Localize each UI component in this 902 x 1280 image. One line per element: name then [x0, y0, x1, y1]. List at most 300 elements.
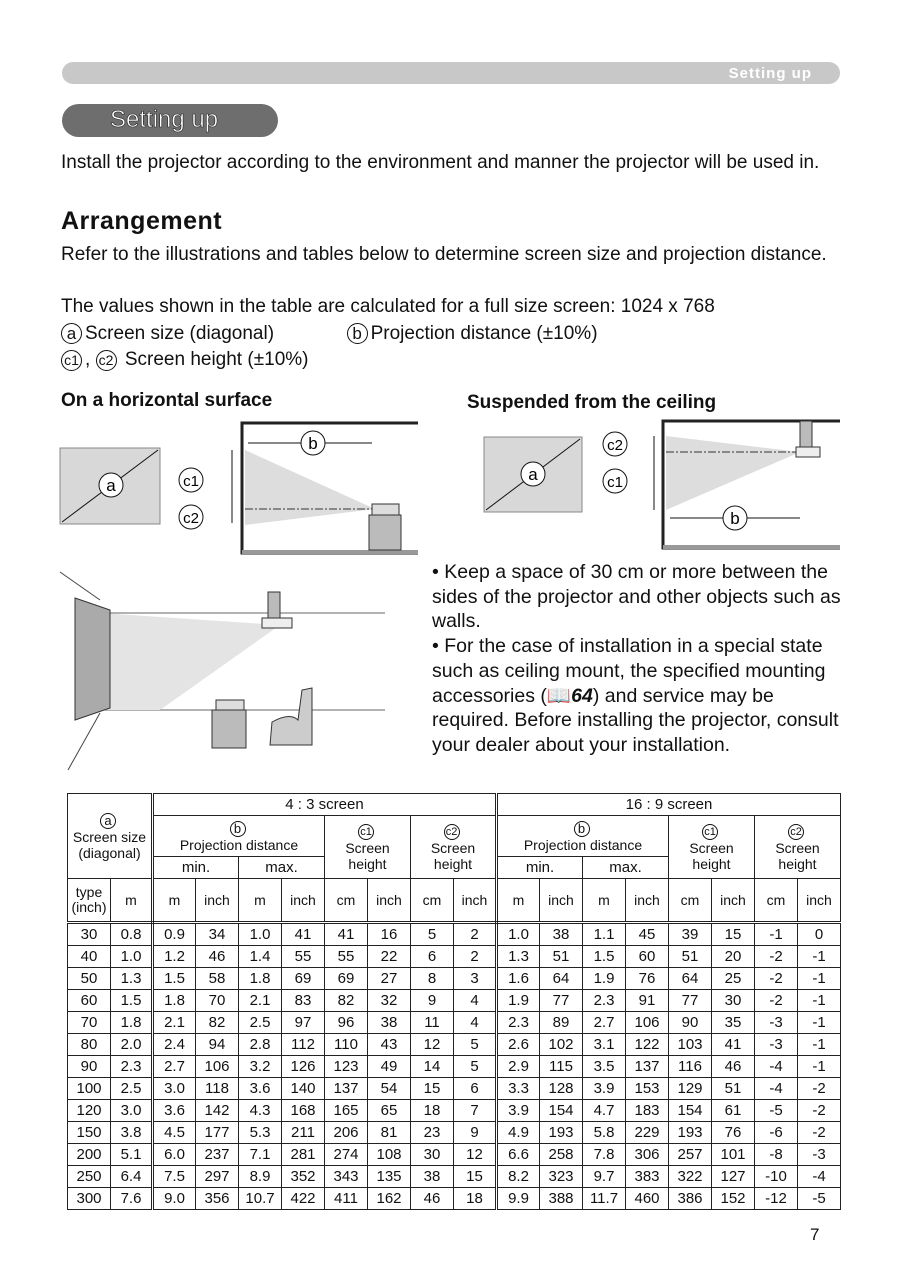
table-cell: 152	[712, 1188, 755, 1210]
screen-size-header	[68, 794, 153, 879]
table-cell: 6	[454, 1078, 497, 1100]
table-cell: 2.5	[111, 1078, 153, 1100]
table-cell: 112	[282, 1034, 325, 1056]
table-cell: 128	[540, 1078, 583, 1100]
table-cell: 422	[282, 1188, 325, 1210]
table-cell: 1.9	[583, 968, 626, 990]
table-cell: 3	[454, 968, 497, 990]
table-cell: 3.6	[153, 1100, 196, 1122]
table-cell: 55	[325, 946, 368, 968]
table-cell: 229	[626, 1122, 669, 1144]
c1-header-169	[669, 816, 755, 879]
table-cell: 96	[325, 1012, 368, 1034]
unit-header: inch	[368, 879, 411, 923]
table-cell: 64	[669, 968, 712, 990]
table-cell: 3.9	[583, 1078, 626, 1100]
table-cell: -1	[798, 1056, 841, 1078]
max-header: max.	[239, 857, 325, 879]
table-cell: -1	[798, 946, 841, 968]
table-cell: 106	[626, 1012, 669, 1034]
label-a-circle: a	[61, 323, 82, 344]
table-cell: -2	[798, 1100, 841, 1122]
table-cell: 4	[454, 1012, 497, 1034]
table-cell: -3	[755, 1034, 798, 1056]
projection-distance-table	[67, 793, 841, 1210]
table-cell: 137	[626, 1056, 669, 1078]
table-cell: 65	[368, 1100, 411, 1122]
table-cell: 8	[411, 968, 454, 990]
table-cell: 76	[712, 1122, 755, 1144]
table-cell: 297	[196, 1166, 239, 1188]
table-cell: 356	[196, 1188, 239, 1210]
table-cell: 116	[669, 1056, 712, 1078]
table-cell: 154	[540, 1100, 583, 1122]
table-cell: 9.0	[153, 1188, 196, 1210]
table-cell: 20	[712, 946, 755, 968]
table-cell: 46	[196, 946, 239, 968]
label-b: b	[308, 434, 318, 453]
min-header: min.	[153, 857, 239, 879]
table-cell: 70	[196, 990, 239, 1012]
table-cell: 40	[68, 946, 111, 968]
label-c1-ceiling: c1	[607, 474, 623, 491]
label-c2: c2	[183, 510, 199, 527]
table-cell: -5	[798, 1188, 841, 1210]
horizontal-diagram	[60, 423, 418, 554]
legend-a-text: Screen size (diagonal)	[85, 323, 275, 344]
table-cell: 97	[282, 1012, 325, 1034]
table-cell: 5.1	[111, 1144, 153, 1166]
table-cell: 30	[411, 1144, 454, 1166]
table-cell: 3.6	[239, 1078, 282, 1100]
table-cell: 39	[669, 923, 712, 946]
table-cell: 8.2	[497, 1166, 540, 1188]
legend-c-text: Screen height (±10%)	[124, 349, 309, 370]
table-cell: 150	[68, 1122, 111, 1144]
note-spacing: • Keep a space of 30 cm or more between the sides of the projector and other objects such as walls.	[432, 561, 841, 633]
table-cell: 7.5	[153, 1166, 196, 1188]
table-cell: 43	[368, 1034, 411, 1056]
table-cell: 7.8	[583, 1144, 626, 1166]
proj-label: Projection distance	[523, 836, 643, 853]
table-cell: 2.3	[111, 1056, 153, 1078]
table-cell: 6.4	[111, 1166, 153, 1188]
table-cell: 7	[454, 1100, 497, 1122]
table-cell: 118	[196, 1078, 239, 1100]
table-cell: 46	[712, 1056, 755, 1078]
table-cell: 257	[669, 1144, 712, 1166]
table-cell: -3	[755, 1012, 798, 1034]
table-cell: 3.0	[153, 1078, 196, 1100]
table-cell: 200	[68, 1144, 111, 1166]
table-cell: 154	[669, 1100, 712, 1122]
table-row	[68, 1188, 841, 1210]
table-cell: 0	[798, 923, 841, 946]
table-cell: 77	[540, 990, 583, 1012]
table-cell: 30	[68, 923, 111, 946]
table-cell: 352	[282, 1166, 325, 1188]
room-perspective-illustration	[60, 572, 385, 770]
unit-header: inch	[454, 879, 497, 923]
table-cell: -2	[755, 968, 798, 990]
ceiling-title: Suspended from the ceiling	[467, 392, 717, 413]
book-icon: 📖	[546, 684, 572, 707]
table-cell: 103	[669, 1034, 712, 1056]
table-cell: 90	[669, 1012, 712, 1034]
notes	[432, 560, 842, 758]
table-cell: 300	[68, 1188, 111, 1210]
horizontal-surface-title: On a horizontal surface	[61, 390, 273, 411]
table-cell: 4.3	[239, 1100, 282, 1122]
table-cell: 41	[282, 923, 325, 946]
table-row	[68, 1056, 841, 1078]
unit-header: inch	[196, 879, 239, 923]
table-cell: -1	[755, 923, 798, 946]
unit-header: m	[583, 879, 626, 923]
table-cell: 9	[454, 1122, 497, 1144]
table-cell: 82	[196, 1012, 239, 1034]
table-cell: 306	[626, 1144, 669, 1166]
table-cell: 12	[411, 1034, 454, 1056]
table-cell: 61	[712, 1100, 755, 1122]
page-reference-link[interactable]: 64	[571, 684, 593, 707]
table-cell: 129	[669, 1078, 712, 1100]
ratio-43-header: 4 : 3 screen	[153, 794, 497, 816]
table-cell: 1.9	[497, 990, 540, 1012]
table-cell: 80	[68, 1034, 111, 1056]
table-row	[68, 1078, 841, 1100]
legend-sep: ,	[85, 349, 91, 370]
table-row	[68, 946, 841, 968]
table-cell: 70	[68, 1012, 111, 1034]
table-cell: 1.5	[153, 968, 196, 990]
table-cell: 237	[196, 1144, 239, 1166]
units-row	[68, 879, 841, 923]
table-cell: -2	[798, 1078, 841, 1100]
table-cell: 1.2	[153, 946, 196, 968]
table-cell: 6.0	[153, 1144, 196, 1166]
table-cell: 3.9	[497, 1100, 540, 1122]
unit-header: inch	[712, 879, 755, 923]
table-cell: 183	[626, 1100, 669, 1122]
table-cell: 18	[411, 1100, 454, 1122]
table-cell: 1.8	[111, 1012, 153, 1034]
table-cell: 1.3	[497, 946, 540, 968]
screen-height-label: Screen height	[775, 840, 820, 872]
table-cell: 120	[68, 1100, 111, 1122]
arrangement-para2: The values shown in the table are calculated for a full size screen: 1024 x 768	[61, 296, 715, 317]
table-cell: 386	[669, 1188, 712, 1210]
table-cell: 58	[196, 968, 239, 990]
table-cell: 50	[68, 968, 111, 990]
legend-b-text: Projection distance (±10%)	[370, 323, 598, 344]
table-cell: 25	[712, 968, 755, 990]
table-cell: 3.5	[583, 1056, 626, 1078]
label-c1: c1	[183, 473, 199, 490]
table-cell: 2.3	[497, 1012, 540, 1034]
table-cell: 177	[196, 1122, 239, 1144]
table-cell: 38	[368, 1012, 411, 1034]
table-cell: 460	[626, 1188, 669, 1210]
unit-header: cm	[411, 879, 454, 923]
table-cell: 168	[282, 1100, 325, 1122]
table-cell: 101	[712, 1144, 755, 1166]
table-cell: 211	[282, 1122, 325, 1144]
table-cell: 9	[411, 990, 454, 1012]
table-cell: 2	[454, 946, 497, 968]
table-cell: 32	[368, 990, 411, 1012]
table-cell: 193	[540, 1122, 583, 1144]
table-cell: 3.8	[111, 1122, 153, 1144]
min-header: min.	[497, 857, 583, 879]
table-cell: 15	[411, 1078, 454, 1100]
table-cell: 60	[626, 946, 669, 968]
table-cell: -5	[755, 1100, 798, 1122]
table-row	[68, 1034, 841, 1056]
section-header-label: Setting up	[728, 65, 812, 82]
table-cell: -4	[798, 1166, 841, 1188]
table-cell: 9.7	[583, 1166, 626, 1188]
table-cell: 127	[712, 1166, 755, 1188]
table-cell: 60	[68, 990, 111, 1012]
table-cell: 2.1	[153, 1012, 196, 1034]
table-cell: 115	[540, 1056, 583, 1078]
table-cell: 1.6	[497, 968, 540, 990]
table-row	[68, 1144, 841, 1166]
table-cell: 23	[411, 1122, 454, 1144]
table-cell: 14	[411, 1056, 454, 1078]
table-cell: 3.3	[497, 1078, 540, 1100]
table-cell: 1.0	[239, 923, 282, 946]
table-cell: 3.1	[583, 1034, 626, 1056]
table-cell: 51	[540, 946, 583, 968]
table-cell: 1.1	[583, 923, 626, 946]
table-cell: 64	[540, 968, 583, 990]
table-cell: 0.9	[153, 923, 196, 946]
table-cell: 30	[712, 990, 755, 1012]
table-cell: 193	[669, 1122, 712, 1144]
unit-header: m	[153, 879, 196, 923]
table-cell: 94	[196, 1034, 239, 1056]
table-cell: 45	[626, 923, 669, 946]
table-row	[68, 1166, 841, 1188]
screen-size-label: Screen size (diagonal)	[72, 828, 147, 861]
table-cell: -2	[798, 1122, 841, 1144]
table-cell: 106	[196, 1056, 239, 1078]
table-cell: -3	[798, 1144, 841, 1166]
table-cell: 69	[282, 968, 325, 990]
table-cell: 90	[68, 1056, 111, 1078]
label-c2-circle: c2	[788, 824, 804, 840]
page-number: 7	[810, 1225, 820, 1244]
table-cell: 1.0	[111, 946, 153, 968]
c1-header-43	[325, 816, 411, 879]
table-cell: 10.7	[239, 1188, 282, 1210]
unit-header: type (inch)	[68, 879, 111, 923]
table-cell: 1.5	[583, 946, 626, 968]
table-cell: 2.5	[239, 1012, 282, 1034]
table-cell: 123	[325, 1056, 368, 1078]
table-cell: 2.3	[583, 990, 626, 1012]
label-c1-circle: c1	[61, 350, 82, 371]
table-cell: 7.1	[239, 1144, 282, 1166]
table-cell: 18	[454, 1188, 497, 1210]
ceiling-diagram	[484, 421, 840, 549]
table-cell: 51	[712, 1078, 755, 1100]
table-cell: 343	[325, 1166, 368, 1188]
table-cell: -8	[755, 1144, 798, 1166]
label-c1-circle: c1	[358, 824, 374, 840]
table-cell: 274	[325, 1144, 368, 1166]
table-cell: 250	[68, 1166, 111, 1188]
intro-text: Install the projector according to the environment and manner the projector will be used in.	[61, 152, 820, 173]
table-cell: 281	[282, 1144, 325, 1166]
table-cell: 162	[368, 1188, 411, 1210]
note-text-post: ) and service may be required. Before installing the projector, consult your dealer about your installation.	[432, 684, 839, 756]
unit-header: m	[497, 879, 540, 923]
table-cell: -12	[755, 1188, 798, 1210]
table-cell: 4.5	[153, 1122, 196, 1144]
table-cell: -1	[798, 1034, 841, 1056]
max-header: max.	[583, 857, 669, 879]
table-cell: 135	[368, 1166, 411, 1188]
table-cell: 2.4	[153, 1034, 196, 1056]
unit-header: inch	[798, 879, 841, 923]
label-c2-circle: c2	[96, 350, 117, 371]
table-cell: 388	[540, 1188, 583, 1210]
table-cell: 54	[368, 1078, 411, 1100]
table-cell: 1.0	[497, 923, 540, 946]
table-cell: 4.9	[497, 1122, 540, 1144]
note-ceiling-mount	[432, 634, 842, 758]
table-cell: 12	[454, 1144, 497, 1166]
table-cell: 2.7	[583, 1012, 626, 1034]
table-cell: 15	[454, 1166, 497, 1188]
table-cell: 38	[411, 1166, 454, 1188]
table-cell: 11.7	[583, 1188, 626, 1210]
table-cell: 323	[540, 1166, 583, 1188]
table-row	[68, 923, 841, 946]
table-cell: 76	[626, 968, 669, 990]
table-cell: 2.8	[239, 1034, 282, 1056]
table-cell: 137	[325, 1078, 368, 1100]
note-text-pre: • For the case of installation in a special state such as ceiling mount, the specified mounting accessories (	[432, 635, 826, 707]
unit-header: inch	[626, 879, 669, 923]
table-cell: -2	[755, 946, 798, 968]
table-row	[68, 968, 841, 990]
table-cell: 35	[712, 1012, 755, 1034]
table-cell: 6.6	[497, 1144, 540, 1166]
table-cell: -1	[798, 1012, 841, 1034]
label-b-circle: b	[574, 821, 590, 837]
label-b-ceiling: b	[730, 509, 740, 528]
table-cell: 51	[669, 946, 712, 968]
table-cell: 81	[368, 1122, 411, 1144]
screen-height-label: Screen height	[430, 840, 476, 872]
table-cell: 322	[669, 1166, 712, 1188]
table-cell: 5	[454, 1034, 497, 1056]
unit-header: m	[239, 879, 282, 923]
table-cell: 2.9	[497, 1056, 540, 1078]
table-cell: 4.7	[583, 1100, 626, 1122]
table-cell: 140	[282, 1078, 325, 1100]
proj-distance-header-169	[497, 816, 669, 857]
unit-header: cm	[669, 879, 712, 923]
unit-header: inch	[282, 879, 325, 923]
table-cell: 102	[540, 1034, 583, 1056]
arrangement-heading: Arrangement	[61, 207, 223, 235]
table-cell: 11	[411, 1012, 454, 1034]
table-cell: 4	[454, 990, 497, 1012]
table-cell: 258	[540, 1144, 583, 1166]
table-cell: 38	[540, 923, 583, 946]
screen-height-label: Screen height	[345, 840, 390, 872]
table-cell: 5	[454, 1056, 497, 1078]
table-cell: -1	[798, 990, 841, 1012]
proj-label: Projection distance	[179, 836, 299, 853]
table-cell: 49	[368, 1056, 411, 1078]
table-cell: 1.4	[239, 946, 282, 968]
table-cell: -1	[798, 968, 841, 990]
table-cell: 2.7	[153, 1056, 196, 1078]
table-cell: 1.8	[153, 990, 196, 1012]
table-cell: -2	[755, 990, 798, 1012]
table-cell: 3.2	[239, 1056, 282, 1078]
table-cell: 0.8	[111, 923, 153, 946]
table-row	[68, 1100, 841, 1122]
table-cell: 69	[325, 968, 368, 990]
table-cell: 2.0	[111, 1034, 153, 1056]
table-cell: 5.3	[239, 1122, 282, 1144]
table-cell: 126	[282, 1056, 325, 1078]
table-cell: 91	[626, 990, 669, 1012]
table-cell: -10	[755, 1166, 798, 1188]
table-cell: 1.8	[239, 968, 282, 990]
table-cell: 100	[68, 1078, 111, 1100]
c2-header-169	[755, 816, 841, 879]
table-cell: 1.5	[111, 990, 153, 1012]
table-cell: 153	[626, 1078, 669, 1100]
table-cell: 122	[626, 1034, 669, 1056]
table-cell: 411	[325, 1188, 368, 1210]
label-c2-ceiling: c2	[607, 437, 623, 454]
table-cell: 6	[411, 946, 454, 968]
c2-header-43	[411, 816, 497, 879]
table-cell: -4	[755, 1056, 798, 1078]
label-a: a	[106, 476, 116, 495]
table-cell: 110	[325, 1034, 368, 1056]
label-b-circle: b	[347, 323, 368, 344]
screen-height-label: Screen height	[689, 840, 734, 872]
label-b-circle: b	[230, 821, 246, 837]
table-cell: 22	[368, 946, 411, 968]
table-cell: 82	[325, 990, 368, 1012]
table-cell: 2.1	[239, 990, 282, 1012]
label-c2-circle: c2	[444, 824, 460, 840]
table-row	[68, 1122, 841, 1144]
table-cell: 165	[325, 1100, 368, 1122]
table-cell: 34	[196, 923, 239, 946]
table-cell: 5	[411, 923, 454, 946]
unit-header: m	[111, 879, 153, 923]
ratio-169-header: 16 : 9 screen	[497, 794, 841, 816]
table-cell: 27	[368, 968, 411, 990]
table-cell: 46	[411, 1188, 454, 1210]
table-cell: 1.3	[111, 968, 153, 990]
table-cell: -6	[755, 1122, 798, 1144]
label-c1-circle: c1	[702, 824, 718, 840]
table-cell: 83	[282, 990, 325, 1012]
